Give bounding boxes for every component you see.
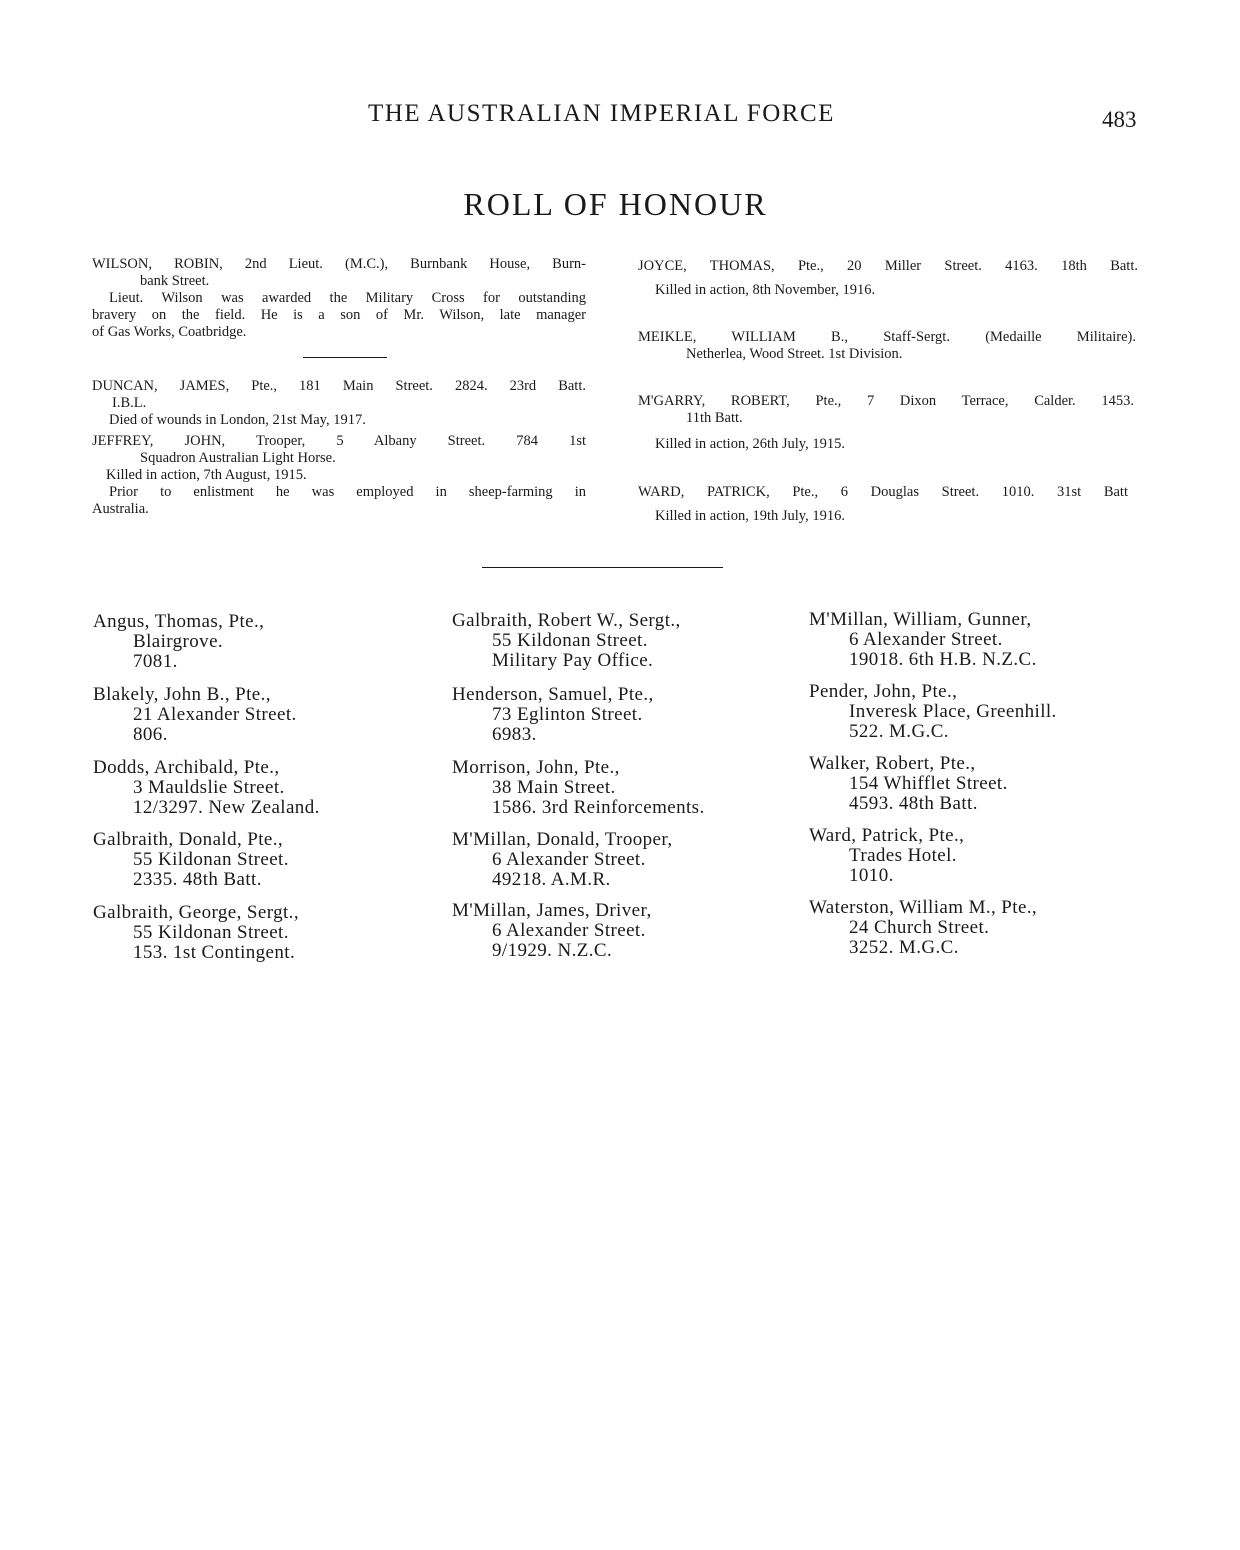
person-name: Morrison, John, Pte., [452,757,620,778]
person-address: 3 Mauldslie Street. [133,777,285,798]
entry-head: M'GARRY, ROBERT, Pte., 7 Dixon Terrace, Calder. 1453. [638,393,1134,409]
list-item [93,612,264,672]
person-detail: 522. M.G.C. [849,721,949,742]
person-name: M'Millan, William, Gunner, [809,609,1032,630]
entry-ward [638,484,1128,525]
entry-continuation: 11th Batt. [686,410,743,426]
entry-note: Australia. [92,501,149,517]
person-name: Blakely, John B., Pte., [93,684,271,705]
entry-wilson [92,256,586,341]
list-item [809,682,1057,742]
person-detail: 1010. [849,865,894,886]
entry-meikle [638,329,1136,363]
person-address: 6 Alexander Street. [492,849,646,870]
person-address: 24 Church Street. [849,917,990,938]
person-address: Inveresk Place, Greenhill. [849,701,1057,722]
upper-left-entries [92,256,586,351]
person-detail: 2335. 48th Batt. [133,869,262,890]
entry-note: Killed in action, 26th July, 1915. [655,436,845,452]
list-item [452,830,673,890]
person-name: Walker, Robert, Pte., [809,753,976,774]
person-address: Blairgrove. [133,631,224,652]
person-detail: 19018. 6th H.B. N.Z.C. [849,649,1037,670]
entry-head: DUNCAN, JAMES, Pte., 181 Main Street. 2824. 23rd Batt. [92,378,586,394]
person-name: M'Millan, Donald, Trooper, [452,829,673,850]
entry-note: Prior to enlistment he was employed in sheep-farming in [109,484,586,500]
entry-note: Killed in action, 19th July, 1916. [655,508,845,524]
page-number: 483 [1102,107,1137,132]
person-detail: 12/3297. New Zealand. [133,797,320,818]
list-item [809,610,1037,670]
person-address: 55 Kildonan Street. [133,849,289,870]
person-address: 73 Eglinton Street. [492,704,643,725]
person-address: Trades Hotel. [849,845,957,866]
list-item [93,830,289,890]
list-item [809,826,964,886]
person-name: Henderson, Samuel, Pte., [452,684,654,705]
section-rule [303,357,387,358]
person-name: Galbraith, George, Sergt., [93,902,299,923]
entry-jeffrey [92,433,586,518]
entry-note: Killed in action, 8th November, 1916. [655,282,876,298]
entry-continuation: Netherlea, Wood Street. 1st Division. [686,346,903,362]
upper-left-entries-2 [92,378,586,518]
entry-duncan [92,378,586,429]
list-item [93,758,320,818]
list-item [452,685,654,745]
entry-head: MEIKLE, WILLIAM B., Staff-Sergt. (Medaille Militaire). [638,329,1136,345]
entry-continuation: bank Street. [140,273,210,289]
person-name: M'Millan, James, Driver, [452,900,652,921]
person-detail: 9/1929. N.Z.C. [492,940,613,961]
person-detail: 153. 1st Contingent. [133,942,296,963]
person-name: Angus, Thomas, Pte., [93,611,265,632]
person-detail: 49218. A.M.R. [492,869,611,890]
entry-head: JOYCE, THOMAS, Pte., 20 Miller Street. 4163. 18th Batt. [638,258,1138,274]
entry-note: bravery on the field. He is a son of Mr. Wilson, late manager [92,307,586,323]
entry-joyce [638,258,1138,299]
person-detail: 4593. 48th Batt. [849,793,978,814]
entry-continuation: I.B.L. [112,395,147,411]
person-name: Dodds, Archibald, Pte., [93,757,280,778]
person-name: Galbraith, Donald, Pte., [93,829,284,850]
person-detail: Military Pay Office. [492,650,654,671]
entry-note: Lieut. Wilson was awarded the Military Cross for outstanding [109,290,586,306]
person-name: Pender, John, Pte., [809,681,958,702]
list-item [93,903,299,963]
entry-continuation: Squadron Australian Light Horse. [140,450,336,466]
person-detail: 6983. [492,724,537,745]
person-name: Ward, Patrick, Pte., [809,825,965,846]
person-address: 55 Kildonan Street. [133,922,289,943]
entry-head: WARD, PATRICK, Pte., 6 Douglas Street. 1010. 31st Batt [638,484,1128,500]
person-address: 21 Alexander Street. [133,704,297,725]
person-name: Waterston, William M., Pte., [809,897,1038,918]
person-name: Galbraith, Robert W., Sergt., [452,610,681,631]
entry-mgarry [638,393,1134,453]
list-item [452,611,681,671]
list-item [452,901,652,961]
entry-note: of Gas Works, Coatbridge. [92,324,247,340]
person-address: 154 Whifflet Street. [849,773,1008,794]
person-detail: 7081. [133,651,178,672]
entry-head: JEFFREY, JOHN, Trooper, 5 Albany Street. 784 1st [92,433,586,449]
person-address: 38 Main Street. [492,777,616,798]
person-detail: 1586. 3rd Reinforcements. [492,797,705,818]
list-item [809,754,1008,814]
person-address: 55 Kildonan Street. [492,630,648,651]
entry-note: Died of wounds in London, 21st May, 1917. [109,412,366,428]
list-item [93,685,297,745]
list-item [809,898,1037,958]
section-rule [482,567,723,568]
running-head: THE AUSTRALIAN IMPERIAL FORCE [368,100,835,127]
entry-head: WILSON, ROBIN, 2nd Lieut. (M.C.), Burnbank House, Burn- [92,256,586,272]
entry-note: Killed in action, 7th August, 1915. [106,467,307,483]
person-address: 6 Alexander Street. [849,629,1003,650]
list-item [452,758,705,818]
person-detail: 806. [133,724,168,745]
person-detail: 3252. M.G.C. [849,937,959,958]
person-address: 6 Alexander Street. [492,920,646,941]
page-title: ROLL OF HONOUR [463,186,768,222]
